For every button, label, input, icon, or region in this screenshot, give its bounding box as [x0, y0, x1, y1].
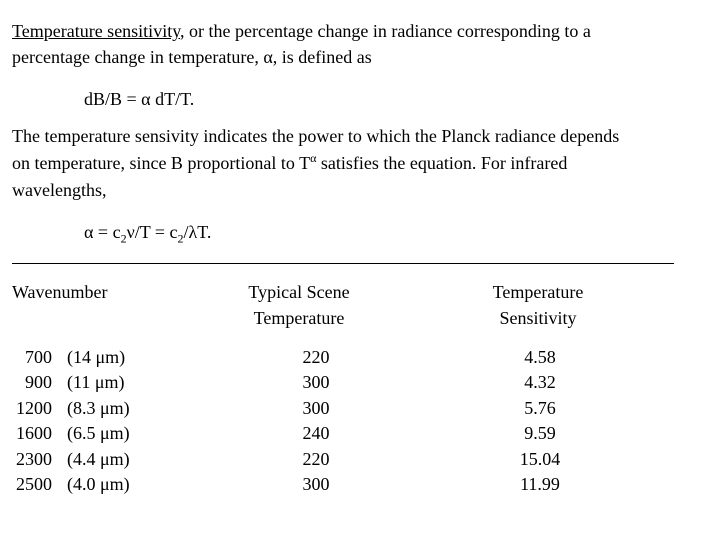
defined-term: Temperature sensitivity	[12, 21, 181, 41]
subscript-2b: 2	[177, 231, 184, 246]
table-cell-temperature: 300	[302, 397, 330, 418]
paragraph-line-2-b: satisfies the equation. For infrared	[316, 153, 568, 173]
table-cell-wavelength: (4.0 μm)	[67, 473, 130, 494]
table-cell-wavenumber: 2300	[16, 448, 52, 469]
table-cell-wavelength: (11 μm)	[67, 372, 125, 393]
table-cell-temperature: 300	[302, 372, 330, 393]
table-cell-wavelength: (4.4 μm)	[67, 448, 130, 469]
table-cell-wavenumber: 2500	[16, 473, 52, 494]
paragraph-line-2-a: on temperature, since B proportional to T	[12, 153, 311, 173]
header-scene-line-1: Typical Scene	[248, 282, 350, 302]
alpha-equation-b: ν/T = c	[126, 222, 178, 242]
table-cell-sensitivity: 4.58	[524, 347, 556, 367]
alpha-superscript: α	[310, 151, 317, 165]
sensitivity-column	[500, 345, 580, 497]
table-cell-sensitivity: 11.99	[520, 473, 560, 494]
wavelength-column	[67, 345, 147, 497]
alpha-equation-c: /λT.	[183, 222, 212, 242]
paragraph-line-3: wavelengths,	[12, 180, 107, 200]
table-cell-wavenumber: 1200	[16, 397, 52, 418]
table-cell-wavenumber: 1600	[16, 423, 52, 444]
header-sensitivity-line-1: Temperature	[492, 282, 584, 302]
header-scene-line-2: Temperature	[253, 308, 345, 328]
table-cell-wavelength: (14 μm)	[67, 347, 126, 367]
table-cell-sensitivity: 15.04	[519, 448, 561, 469]
table-cell-wavenumber: 900	[25, 372, 52, 393]
header-sensitivity-line-2: Sensitivity	[499, 308, 577, 328]
table-cell-wavelength: (8.3 μm)	[67, 397, 130, 418]
definition-line-1-rest: , or the percentage change in radiance corresponding to a	[180, 21, 591, 41]
alpha-equation-a: α = c	[84, 222, 121, 242]
paragraph-line-2	[12, 150, 567, 176]
table-cell-temperature: 300	[302, 473, 330, 494]
table-cell-temperature: 240	[302, 423, 330, 444]
sensitivity-equation: dB/B = α dT/T.	[84, 89, 195, 109]
table-cell-temperature: 220	[302, 347, 330, 367]
definition-line-2: percentage change in temperature, α, is defined as	[12, 47, 372, 67]
paragraph-line-1: The temperature sensivity indicates the power to which the Planck radiance depends	[12, 126, 620, 146]
wavenumber-column	[12, 345, 52, 497]
header-wavenumber: Wavenumber	[12, 282, 108, 302]
table-cell-wavelength: (6.5 μm)	[67, 423, 130, 444]
alpha-equation	[84, 219, 211, 245]
table-cell-sensitivity: 5.76	[524, 397, 556, 418]
subscript-2a: 2	[120, 231, 127, 246]
table-cell-sensitivity: 4.32	[524, 372, 556, 393]
table-cell-sensitivity: 9.59	[524, 423, 556, 444]
table-cell-wavenumber: 700	[25, 347, 52, 367]
definition-line-1	[12, 18, 591, 44]
table-cell-temperature: 220	[302, 448, 330, 469]
divider-rule	[12, 263, 674, 264]
scene-temperature-column	[276, 345, 356, 497]
